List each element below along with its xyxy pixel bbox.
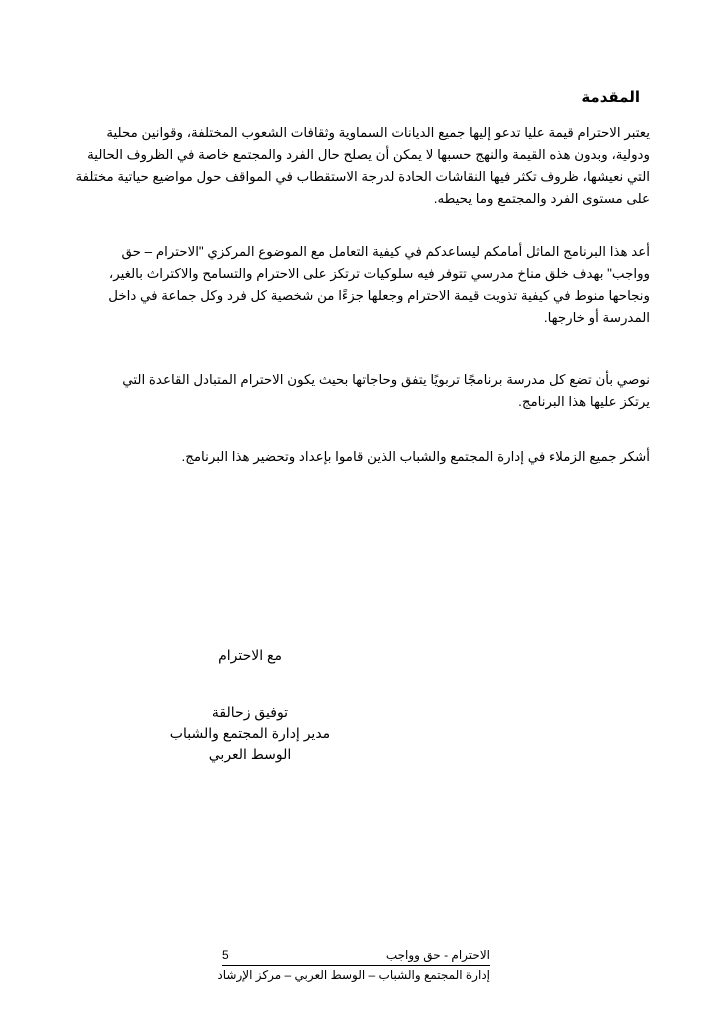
paragraph-line: أعد هذا البرنامج الماثل أمامكم ليساعدكم في كيفية التعامل مع الموضوع المركزي "الاحترام – حق <box>121 244 650 259</box>
signature-name: توفيق زحالقة <box>211 704 289 720</box>
footer-rule <box>222 948 490 966</box>
paragraph-line: نوصي بأن تضع كل مدرسة برنامجًا تربويًا يتفق وحاجاتها بحيث يكون الاحترام المتبادل القاعدة التي <box>122 372 650 387</box>
paragraph-line: ونجاحها منوط في كيفية تذويت قيمة الاحترام وجعلها جزءًا من شخصية كل فرد وكل جماعة في داخل <box>108 288 650 303</box>
signature-regards: مع الاحترام <box>218 647 282 663</box>
paragraph-line: على مستوى الفرد والمجتمع وما يحيطه. <box>433 191 650 206</box>
signature-organization: الوسط العربي <box>208 746 292 762</box>
thanks-paragraph <box>66 446 650 468</box>
paragraph-line: يرتكز عليها هذا البرنامج. <box>518 394 650 409</box>
intro-paragraph-2 <box>66 241 650 329</box>
paragraph-line: ودولية، وبدون هذه القيمة والنهج حسبها لا يمكن أن يصلح حال الفرد والمجتمع خاصة في الظروف الحالية <box>87 147 650 162</box>
paragraph-line: أشكر جميع الزملاء في إدارة المجتمع والشباب الذين قاموا بإعداد وتحضير هذا البرنامج. <box>181 449 650 464</box>
intro-paragraph-3 <box>66 369 650 413</box>
paragraph-line: التي نعيشها، ظروف تكثر فيها النقاشات الحادة لدرجة الاستقطاب في المواقف حول مواضيع حياتية مختلفة <box>75 169 650 184</box>
footer-title: الاحترام - حق وواجب <box>385 948 490 962</box>
intro-paragraph-1 <box>66 122 650 210</box>
page-number: 5 <box>222 948 229 962</box>
page-footer <box>217 948 490 982</box>
paragraph-line: وواجب" بهدف خلق مناخ مدرسي تتوفر فيه سلوكيات ترتكز على الاحترام والتسامح والاكتراث بالغير، <box>108 266 650 281</box>
page-heading: المقدمة <box>581 89 640 106</box>
signature-title: مدير إدارة المجتمع والشباب <box>169 725 331 741</box>
paragraph-line: المدرسة أو خارجها. <box>543 310 650 325</box>
footer-subtitle: إدارة المجتمع والشباب – الوسط العربي – مركز الإرشاد <box>217 968 490 982</box>
paragraph-line: يعتبر الاحترام قيمة عليا تدعو إليها جميع الديانات السماوية وثقافات الشعوب المختلفة، وقوانين محلية <box>106 125 650 140</box>
